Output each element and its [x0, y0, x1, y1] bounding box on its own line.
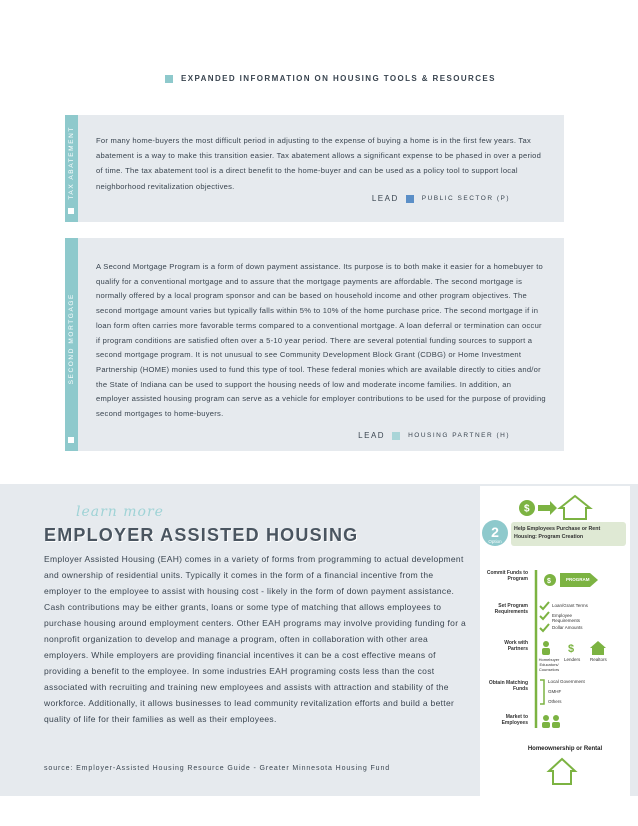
money-bag-icon	[544, 574, 556, 586]
tab-square-icon	[68, 437, 74, 443]
header-title: EXPANDED INFORMATION ON HOUSING TOOLS & RESOURCES	[181, 74, 496, 83]
option-number: 2	[491, 524, 499, 540]
option-label: Option	[488, 539, 502, 544]
step-commit-funds: Commit Funds to Program	[486, 570, 528, 582]
person-icon	[542, 715, 550, 728]
svg-text:$: $	[547, 578, 551, 585]
check-icon	[540, 624, 549, 631]
requirement-item: Employee Requirements	[552, 613, 581, 623]
svg-text:$: $	[524, 503, 530, 515]
step-work-with-partners: Work with Partners	[504, 640, 528, 652]
infographic-title-line2: Housing: Program Creation	[514, 534, 584, 540]
dollar-icon	[519, 500, 535, 516]
section-header	[165, 74, 496, 83]
tax-abatement-text: For many home-buyers the most difficult period in adjusting to the expense of buying a home is in the first few years. Tax abatement is a way to make this transition easier. Tax abatement allows a significant expense to be phased in over a period of time. The tax abatement tool is a direct benefit to the home-buyer and can be used as a policy tool to support local neighborhood revitalization objectives.	[96, 136, 542, 191]
partner-item: Lenders	[564, 657, 581, 662]
tax-abatement-tab	[65, 115, 78, 222]
eah-title: EMPLOYER ASSISTED HOUSING	[44, 525, 359, 545]
requirement-item: Dollar Amounts	[552, 625, 583, 630]
arrow-right-icon	[538, 501, 557, 515]
tax-abatement-lead	[372, 194, 510, 203]
requirement-item: Loan/Grant Terms	[552, 603, 588, 608]
step-obtain-matching: Obtain Matching Funds	[488, 680, 528, 692]
lead-word: LEAD	[358, 431, 386, 440]
lead-label: PUBLIC SECTOR (P)	[421, 195, 510, 202]
bracket-icon	[540, 680, 544, 704]
second-mortgage-lead	[358, 431, 510, 440]
svg-text:$: $	[568, 643, 575, 655]
tab-square-icon	[68, 208, 74, 214]
second-mortgage-tab	[65, 238, 78, 451]
eah-infographic	[480, 486, 630, 796]
second-mortgage-text: A Second Mortgage Program is a form of down payment assistance. Its purpose is to both make it easier for a homebuyer to qualify for a conventional mortgage and to assure that the mortgage payments are affordable. The second mortgage is normally offered by a local program sponsor and can be based on household income and other program objectives. The second mortgage amount varies but typically falls within 5% to 10% of the home purchase price. The second mortgage if in loan form often carries more favorable terms compared to a conventional mortgage. A loan deferral or termination can occur if program conditions are satisfied often over a 5-10 year period. There are several potential funding sources to support a second mortgage program. It is not unusual to see Community Development Block Grant (CDBG) or Home Investment Partnership (HOME) monies used to fund this type of tool. These federal monies which are available directly to cities and/or the State of Indiana can be used to support the housing needs of low and moderate income families. In addition, an employer assisted housing program can serve as a vehicle for employer contributions to be used for the purpose of providing second mortgages to home-buyers.	[96, 262, 546, 419]
person-icon	[552, 715, 560, 728]
second-mortgage-card	[68, 238, 564, 451]
partner-item: Realtors	[590, 657, 607, 662]
fund-item: Local Government	[548, 679, 585, 684]
check-icon	[540, 612, 549, 619]
person-icon	[542, 641, 550, 655]
lead-word: LEAD	[371, 194, 399, 203]
fund-item: Others	[548, 699, 562, 704]
public-sector-square-icon	[406, 195, 414, 203]
eah-body: Employer Assisted Housing (EAH) comes in a variety of forms from programming to actual development and ownership of residential units. Typically it comes in the form of a financial incentive from the employer to the employee to assist with housing cost - likely in the form of down payment assistance. Cash contributions may be either grants, loans or some type of matching that allows employees to purchase housing around employment centers. Other EAH programs may involve providing funding for a nonprofit organization to develop and manage a program, often in collaboration with other area employers. While employers are providing financial incentives it can be a cost effective means of providing a benefit to the employee. In some industries EAH programing costs less than the cost associated with recruiting and training new employees and assists with attraction and stability of the workforce. Additionally, it allows businesses to lead community revitalization efforts and build a better quality of life for their families as well as their employees.	[44, 554, 467, 725]
program-label: PROGRAM	[566, 577, 590, 582]
tax-abatement-tab-label: TAX ABATEMENT	[68, 125, 75, 200]
step-set-requirements: Set Program Requirements	[494, 603, 528, 615]
infographic-title-line1: Help Employees Purchase or Rent	[514, 526, 601, 532]
second-mortgage-tab-label: SECOND MORTGAGE	[68, 292, 75, 385]
lead-label: HOUSING PARTNER (H)	[408, 432, 510, 439]
house-icon	[590, 641, 606, 655]
dollar-icon	[568, 643, 574, 655]
infographic-footer: Homeownership or Rental	[527, 746, 603, 752]
house-icon	[549, 759, 575, 784]
fund-item: GMHF	[548, 689, 562, 694]
step-market-to-employees: Market to Employees	[501, 714, 528, 726]
housing-partner-square-icon	[392, 432, 400, 440]
partner-item: Homebuyer Educators/ Counselors	[538, 657, 560, 672]
learn-more-label: learn more	[76, 504, 164, 520]
house-icon	[560, 496, 590, 519]
check-icon	[540, 602, 549, 609]
eah-source: source: Employer-Assisted Housing Resource Guide - Greater Minnesota Housing Fund	[44, 765, 391, 772]
header-square-icon	[165, 75, 173, 83]
tax-abatement-card	[68, 115, 564, 222]
